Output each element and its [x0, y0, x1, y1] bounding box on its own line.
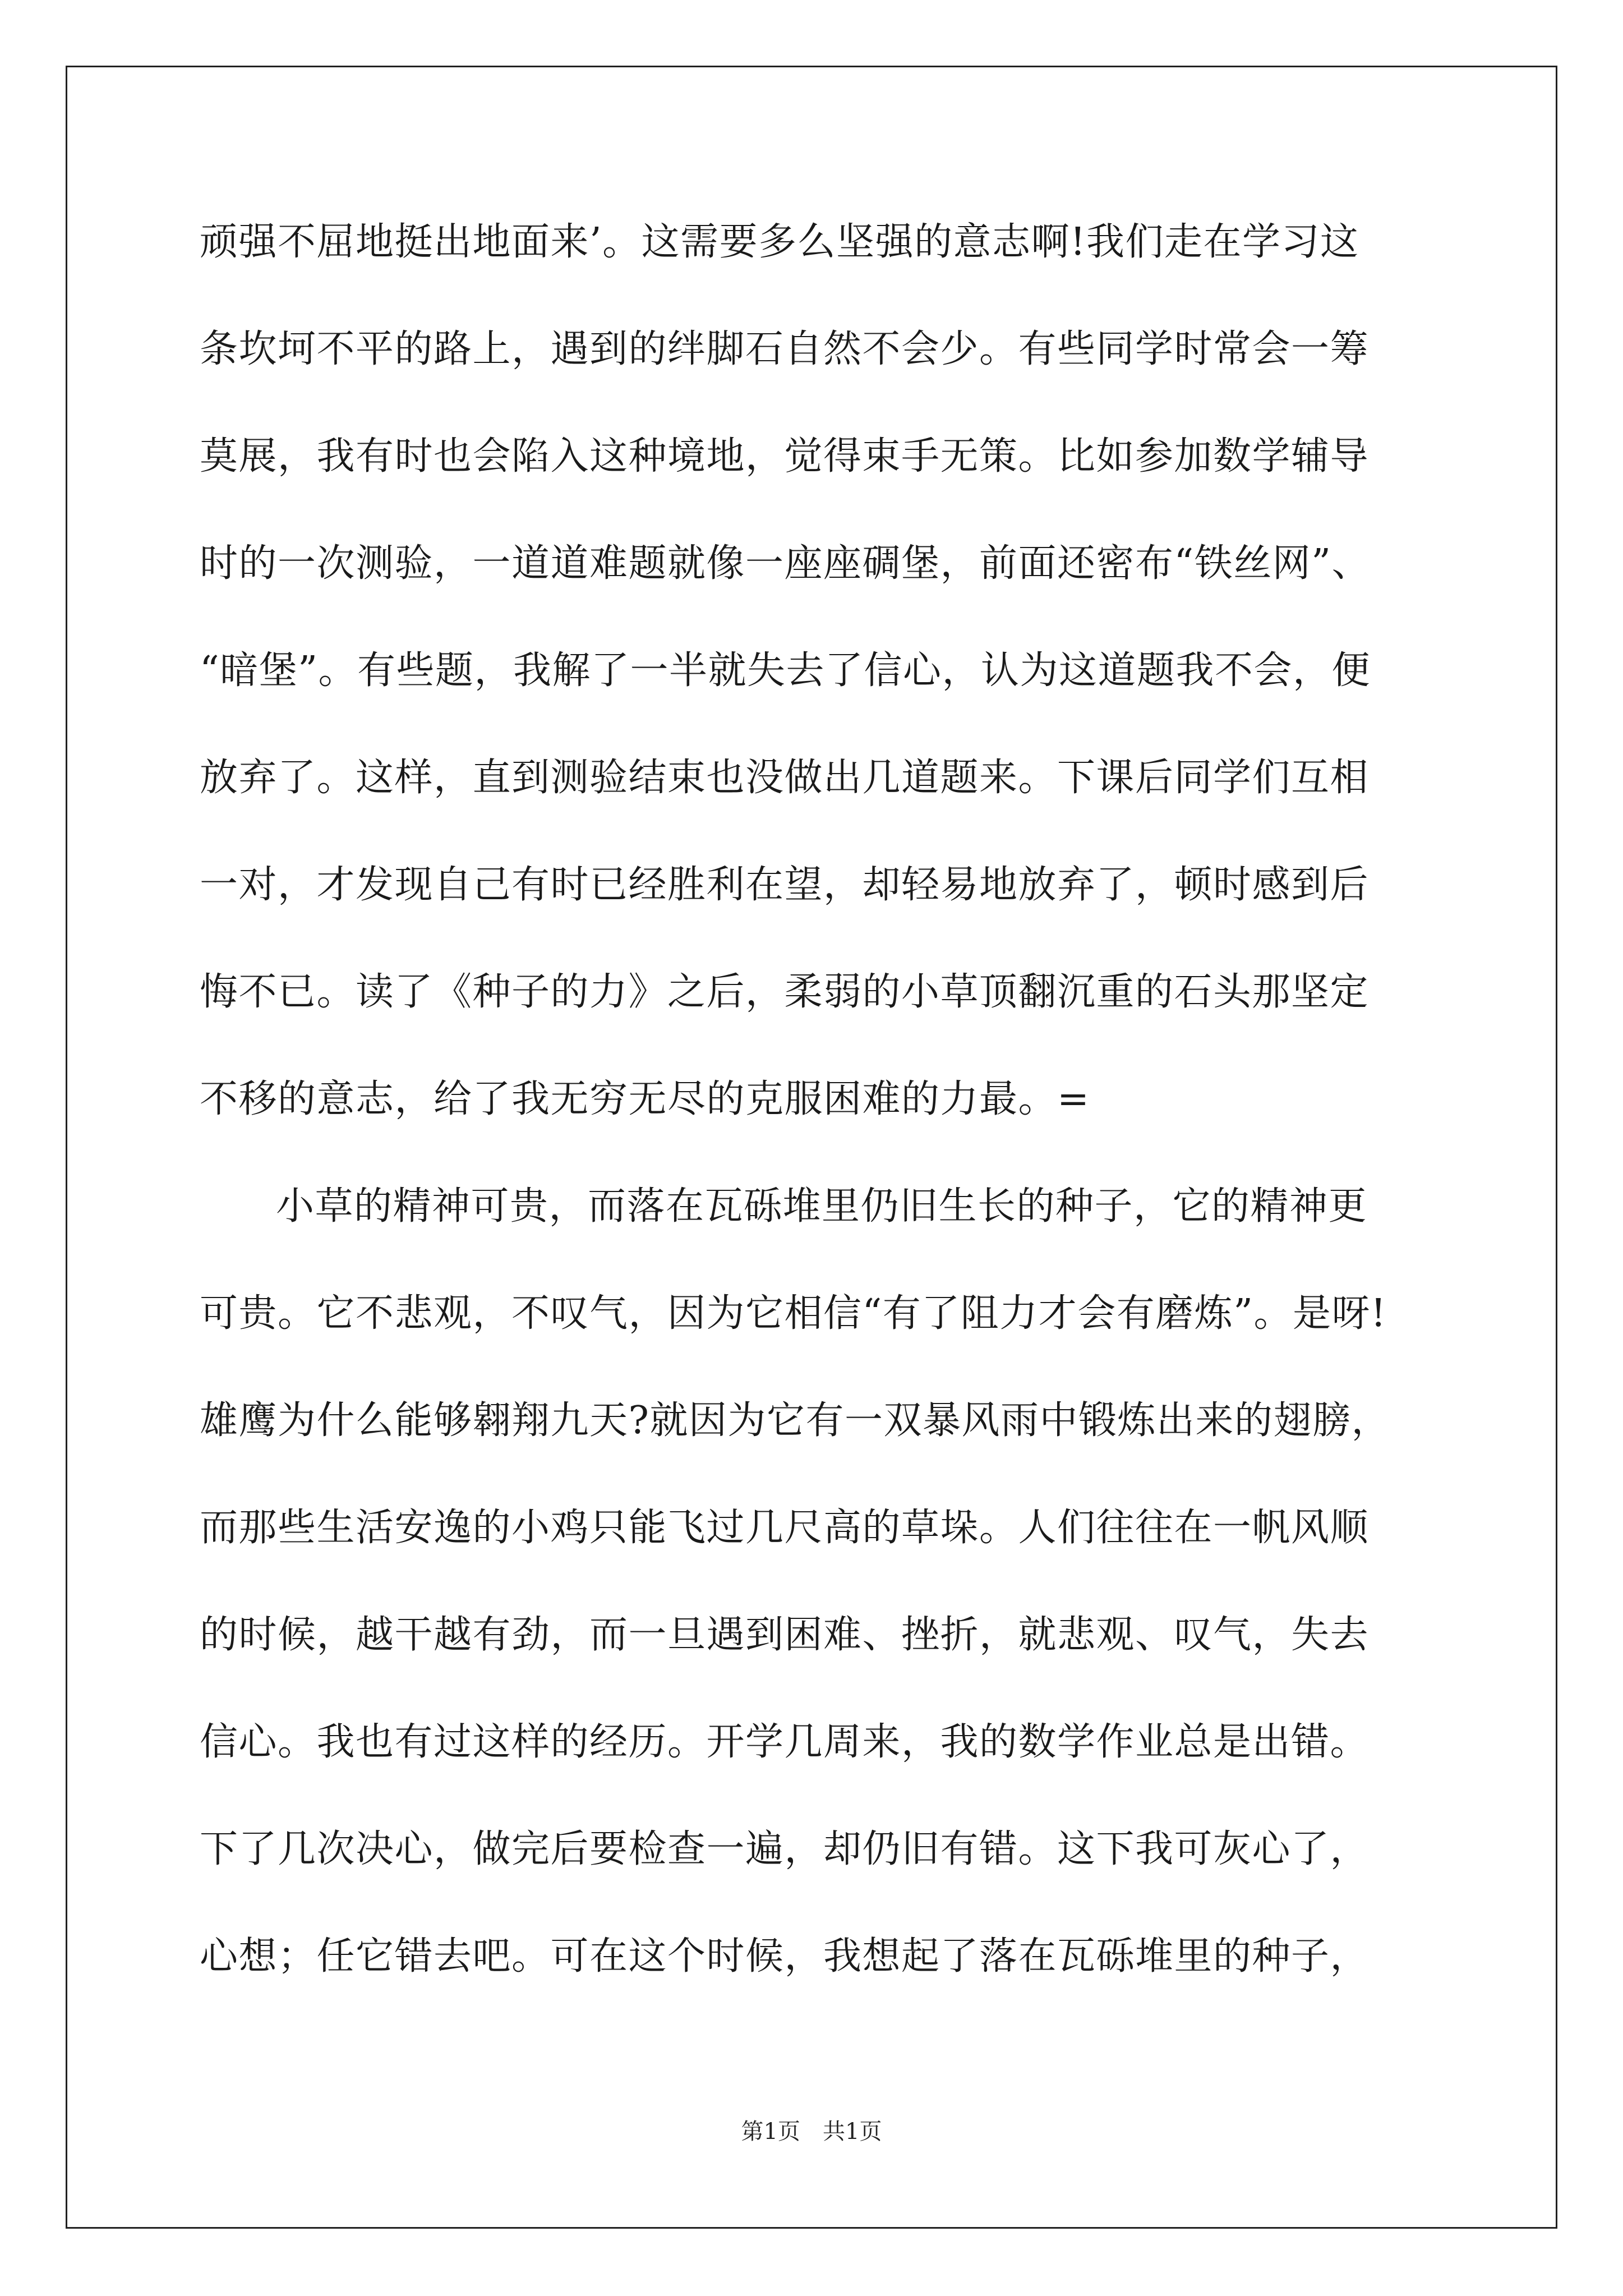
text-line: 放弃了。这样，直到测验结束也没做出几道题来。下课后同学们互相 [200, 756, 1370, 800]
text-line: “暗堡”。有些题，我解了一半就失去了信心，认为这道题我不会，便 [200, 648, 1371, 693]
text-line: 信心。我也有过这样的经历。开学几周来，我的数学作业总是出错。 [200, 1720, 1370, 1764]
text-line: 可贵。它不悲观，不叹气，因为它相信“有了阻力才会有磨炼”。是呀! [200, 1291, 1387, 1336]
text-line: 心想；任它错去吧。可在这个时候，我想起了落在瓦砾堆里的种子， [200, 1934, 1370, 1978]
text-line: 的时候，越干越有劲，而一旦遇到困难、挫折，就悲观、叹气，失去 [200, 1613, 1370, 1657]
page-number-footer: 第1页 共1页 [741, 2119, 882, 2145]
text-line: 莫展，我有时也会陷入这种境地，觉得束手无策。比如参加数学辅导 [200, 434, 1370, 478]
text-line: 悔不已。读了《种子的力》之后，柔弱的小草顶翻沉重的石头那坚定 [200, 970, 1370, 1014]
text-line: 时的一次测验，一道道难题就像一座座碉堡，前面还密布“铁丝网”、 [200, 541, 1371, 586]
text-line: 而那些生活安逸的小鸡只能飞过几尺高的草垛。人们往往在一帆风顺 [200, 1506, 1370, 1550]
text-line: 顽强不屈地挺出地面来’。这需要多么坚强的意志啊!我们走在学习这 [200, 220, 1359, 264]
paragraph-first-line: 小草的精神可贵，而落在瓦砾堆里仍旧生长的种子，它的精神更 [276, 1184, 1368, 1228]
text-line: 雄鹰为什么能够翱翔九天?就因为它有一双暴风雨中锻炼出来的翅膀， [200, 1398, 1390, 1443]
text-line: 一对，才发现自己有时已经胜利在望，却轻易地放弃了，顿时感到后 [200, 863, 1370, 907]
text-line: 不移的意志，给了我无穷无尽的克服困难的力最。= [200, 1077, 1090, 1121]
text-line: 下了几次决心，做完后要检查一遍，却仍旧有错。这下我可灰心了， [200, 1827, 1370, 1871]
text-line: 条坎坷不平的路上，遇到的绊脚石自然不会少。有些同学时常会一筹 [200, 327, 1370, 371]
page-frame [66, 66, 1557, 2229]
